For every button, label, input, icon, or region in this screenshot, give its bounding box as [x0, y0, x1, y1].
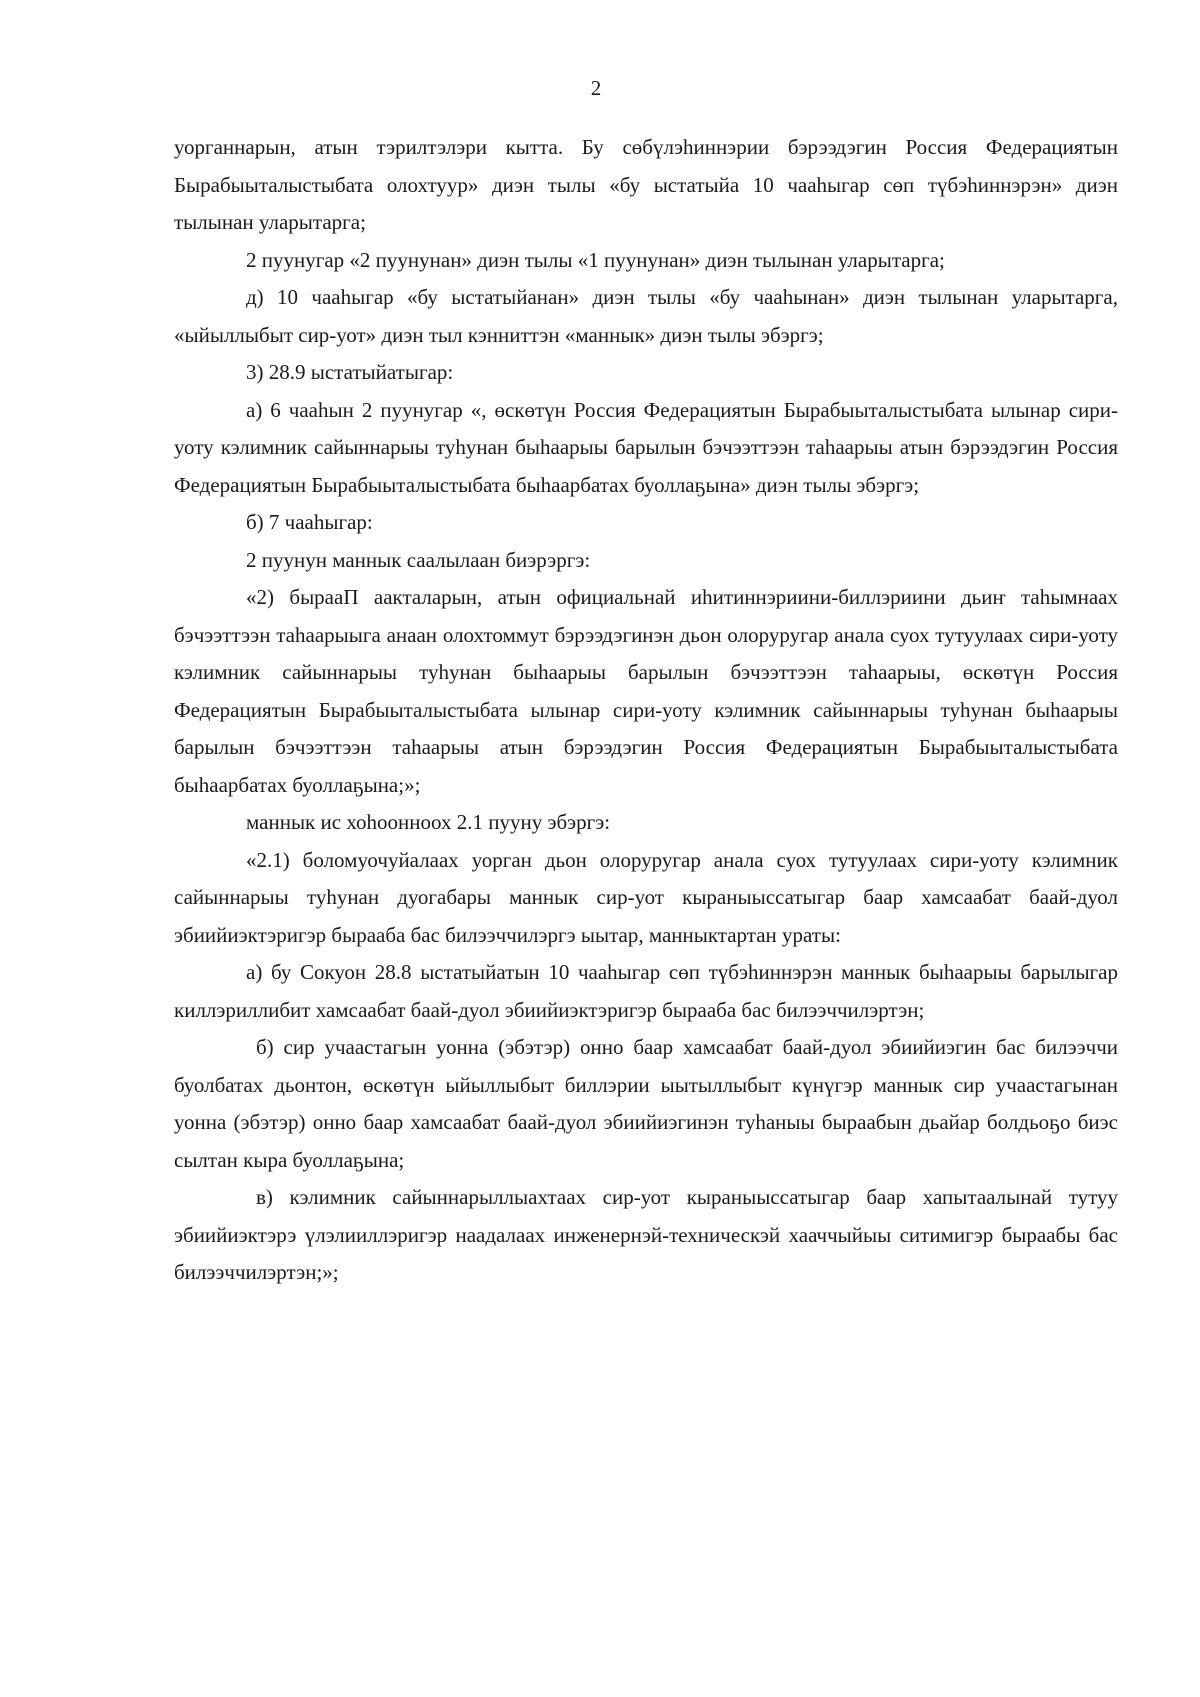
- page-number: 2: [590, 76, 602, 100]
- paragraph: 2 пуунугар «2 пуунунан» диэн тылы «1 пуунунан» диэн тылынан уларытарга;: [246, 247, 945, 272]
- paragraph: 2 пуунун маннык саалылаан биэрэргэ:: [246, 547, 591, 572]
- paragraph: в) кэлимник сайыннарыллыахтаах сир-уот кыраныыссатыгар баар хапытаалынай тутуу эбиийиэктэрэ үлэлииллэригэр наадалаах инженернэй-техническэй хааччыйыы ситимигэр бырaабы бас билээччилэртэн;»;: [174, 1185, 1118, 1284]
- paragraph: 3) 28.9 ыстатыйатыгар:: [246, 360, 454, 384]
- paragraph: маннык ис хоһоонноох 2.1 пууну эбэргэ:: [246, 810, 611, 834]
- paragraph: «2.1) боломуочуйалаах уорган дьон олоруругар анала суох тутуулаах сири-уоту кэлимник сайыннарыы туһунан дуогабары маннык сир-уот кыраныыссатыгар баар хамсаабат баай-дуол эбиийиэктэригэр бырааба бас билээччилэргэ ыытар, манныктартан ураты:: [174, 847, 1118, 947]
- paragraph: а) 6 чааһын 2 пуунугар «, өскөтүн Россия Федерациятын Бырабыыталыстыбата ылынар сири-уоту кэлимник сайыннарыы туһунан быһаарыы барылын бэчээттээн таһаарыы атын бэрээдэгин Россия Федерациятын Бырабыыталыстыбата быһаарбатах буоллаҕына» диэн тылы эбэргэ;: [174, 397, 1118, 497]
- paragraph: д) 10 чааһыгар «бу ыстатыйанан» диэн тылы «бу чааһынан» диэн тылынан уларытарга, «ыйыллыбыт сир-уот» диэн тыл кэнниттэн «маннык» диэн тылы эбэргэ;: [174, 285, 1118, 347]
- paragraph: «2) бырааП аакталарын, атын официальнай иһитиннэриини-биллэриини дьиҥ таһымнаах бэчээттээн таһаарыыга анаан олохтоммут бэрээдэгинэн дьон олоруругар анала суох тутуулаах сири-уоту кэлимник сайыннарыы туһунан быһаарыы барылын бэчээттээн таһаарыы, өскөтүн Россия Федерациятын Бырабыыталыстыбата ылынар сири-уоту кэлимник сайыннарыы туһунан быһаарыы барылын бэчээттээн таһаарыы атын бэрээдэгин Россия Федерациятын Бырабыыталыстыбата быһаарбатах буоллаҕына;»;: [174, 585, 1118, 797]
- paragraph: а) бу Сокуон 28.8 ыстатыйатын 10 чааһыгар сөп түбэһиннэрэн маннык быһаарыы барылыгар киллэриллибит хамсаабат баай-дуол эбиийиэктэригэр бырааба бас билээччилэртэн;: [174, 960, 1118, 1022]
- paragraph: б) сир учаастагын уонна (эбэтэр) онно баар хамсаабат баай-дуол эбиийиэгин бас билээччи буолбатах дьонтон, өскөтүн ыйыллыбыт биллэрии ыытыллыбыт күнүгэр маннык сир учаастагынан уонна (эбэтэр) онно баар хамсаабат баай-дуол эбиийиэгинэн туһаныы бырaабын дьайар болдьоҕо биэс сылтан кыра буоллаҕына;: [174, 1035, 1118, 1172]
- document-body: [174, 129, 1118, 1292]
- paragraph: б) 7 чааһыгар:: [246, 510, 373, 534]
- paragraph: уорганнарын, атын тэрилтэлэри кытта. Бу сөбүлэһиннэрии бэрээдэгин Россия Федерациятын Бырабыыталыстыбата олохтуур» диэн тылы «бу ыстатыйа 10 чааһыгар сөп түбэһиннэрэн» диэн тылынан уларытарга;: [174, 135, 1118, 234]
